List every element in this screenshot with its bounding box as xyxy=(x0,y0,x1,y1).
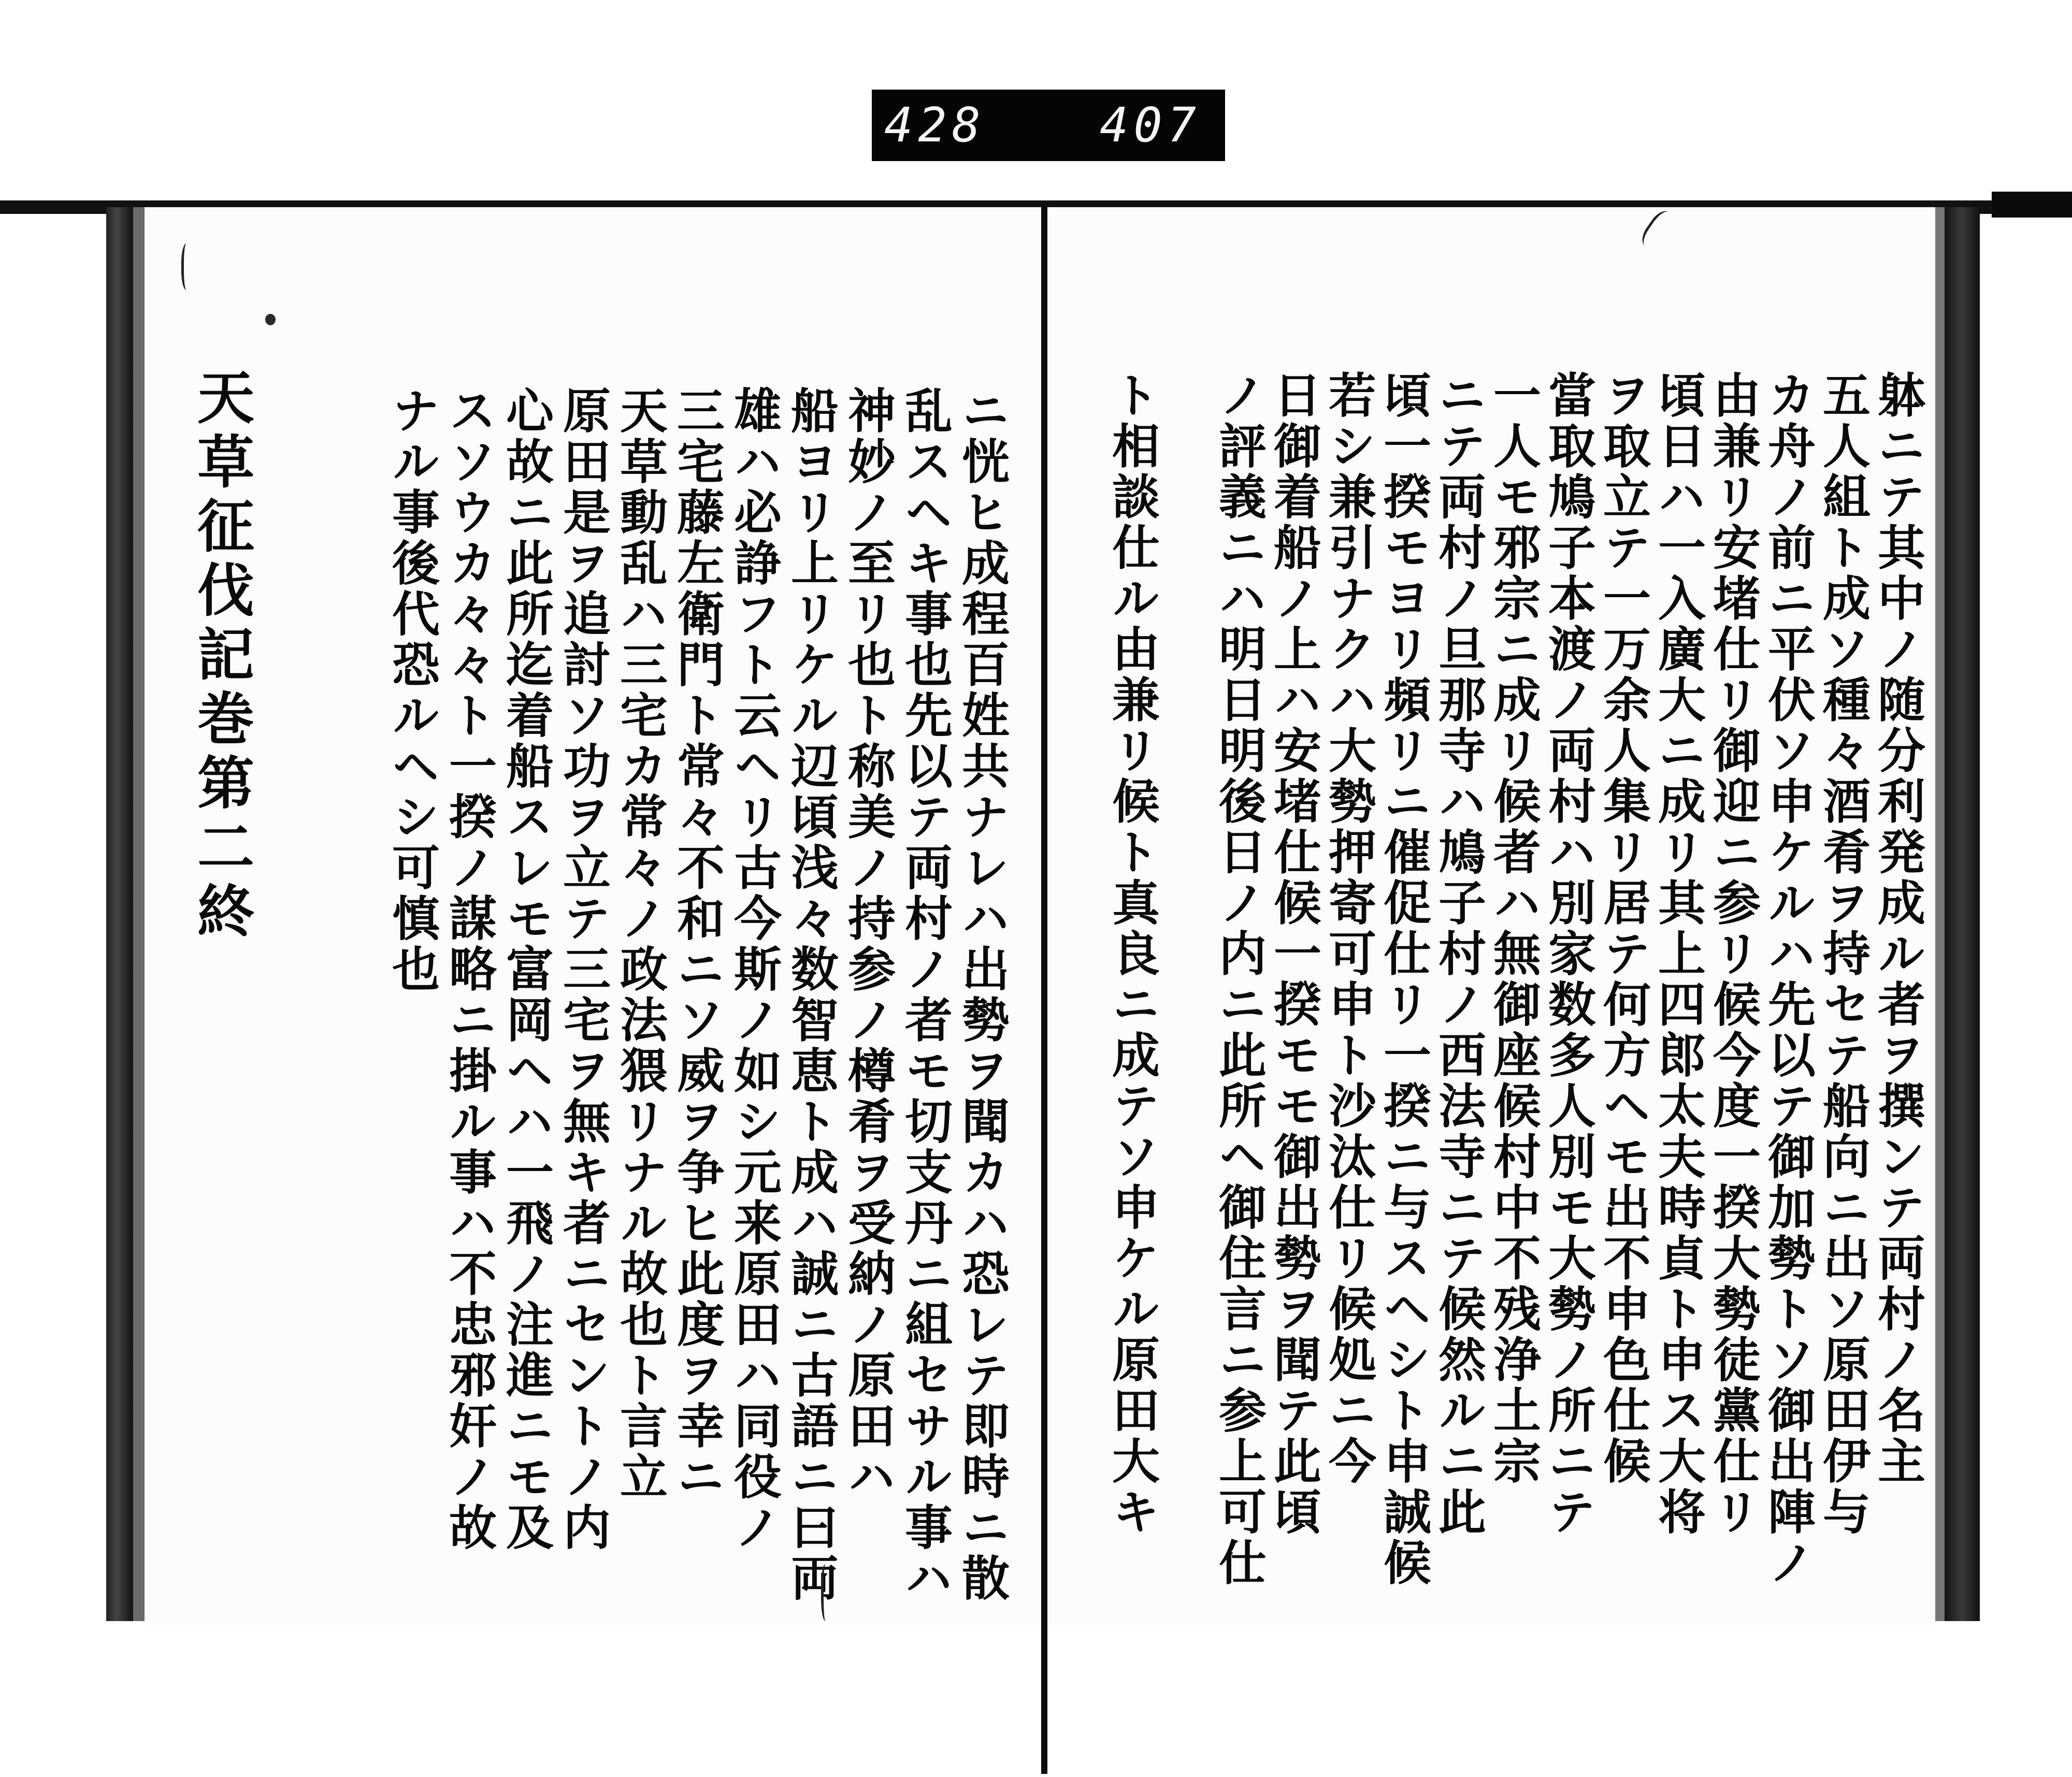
left-page-title: 天草征伐記巻第二終 xyxy=(188,368,255,946)
right-column-5: 頃日ハ一入廣大ニ成リ其上四郎太夫時貞ト申ス大将 xyxy=(1650,370,1706,1538)
right-column-4: 由兼リ安堵仕リ御迎ニ参リ候今度一揆大勢徒黨仕リ xyxy=(1705,370,1761,1538)
frame-number-left: 428 xyxy=(884,97,986,153)
left-column-8: 原田是ヲ追討ソ功ヲ立テ三宅ヲ無キ者ニセントノ内 xyxy=(555,386,611,1553)
left-column-4: 船ヨリ上リケル辺頃浅々数智恵ト成ハ誠ニ古語ニ曰両 xyxy=(783,386,839,1604)
left-column-3: 神妙ノ至リ也ト称美ノ持参ノ樽肴ヲ受納ノ原田ハ xyxy=(840,386,896,1502)
right-column-8: 一人モ邪宗ニ成リ候者ハ無御座候村中不残浄土宗 xyxy=(1486,370,1542,1487)
frame-number-label xyxy=(872,90,1225,161)
right-column-2: 五人組ト成ソ種々酒肴ヲ持セテ船向ニ出ソ原田伊与 xyxy=(1815,370,1871,1538)
top-right-binding-block xyxy=(1992,192,2072,218)
right-page-edge-shadow xyxy=(1935,207,1945,1621)
left-column-10: スソウカ々々ト一揆ノ謀略ニ掛ル事ハ不忠邪奸ノ故 xyxy=(441,386,497,1553)
right-column-7: 當取鳩子本渡ノ両村ハ別家数多人別モ大勢ノ所ニテ xyxy=(1541,370,1596,1538)
right-column-11: 若シ兼引ナクハ大勢押寄可申ト沙汰仕リ候処ニ今 xyxy=(1321,370,1377,1487)
left-column-5: 雄ハ必諍フト云ヘリ古今斯ノ如シ元来原田ハ同役ノ xyxy=(726,386,782,1553)
left-page-edge-shadow xyxy=(133,207,145,1621)
left-column-2: 乱スヘキ事也先以テ両村ノ者モ切支丹ニ組セサル事ハ xyxy=(897,386,953,1604)
right-column-6: ヲ取立テ一万余人集リ居テ何方ヘモ出不申色仕候 xyxy=(1595,370,1651,1487)
ink-dot xyxy=(265,314,276,325)
scan-mark-bottom xyxy=(821,1564,832,1621)
frame-number-right: 407 xyxy=(1100,97,1202,153)
scan-mark-left xyxy=(181,243,194,290)
left-column-9: 心故ニ此所迄着船スレモ富岡ヘハ一飛ノ注進ニモ及 xyxy=(498,386,554,1553)
left-page-edge xyxy=(106,207,133,1621)
center-gutter xyxy=(1041,205,1047,1774)
right-page-edge xyxy=(1944,207,1980,1621)
right-column-12: 日御着船ノ上ハ安堵仕候一揆モモ御出勢ヲ聞テ此頃 xyxy=(1266,370,1322,1538)
left-column-1: ニ恍ヒ成程百姓共ナレハ出勢ヲ聞カハ恐レテ即時ニ散 xyxy=(954,386,1010,1604)
left-column-7: 天草動乱ハ三宅カ常々ノ政法猥リナル故也ト言立 xyxy=(612,386,668,1502)
right-column-1: 躰ニテ其中ノ随分利発成ル者ヲ撰ンテ両村ノ名主 xyxy=(1870,370,1926,1487)
right-column-10: 頃一揆モヨリ頻リニ催促仕リ一揆ニ与スヘシト申誠候 xyxy=(1376,370,1432,1588)
right-column-13: ノ評義ニハ明日明後日ノ内ニ此所ヘ御住言ニ参上可仕 xyxy=(1211,370,1267,1588)
left-column-11: ナル事後代恐ルヘシ可慎也 xyxy=(384,386,440,995)
right-column-9: ニテ両村ノ旦那寺ハ鳩子村ノ西法寺ニテ候然ルニ此 xyxy=(1431,370,1487,1538)
right-column-3: カ舟ノ前ニ平伏ソ申ケルハ先以テ御加勢トソ御出陣ノ xyxy=(1760,370,1816,1588)
left-column-6: 三宅藤左衛門ト常々不和ニソ威ヲ争ヒ此度ヲ幸ニ xyxy=(669,386,725,1502)
right-column-14: ト相談仕ル由兼リ候ト真良ニ成テソ申ケル原田大キ xyxy=(1104,370,1160,1538)
